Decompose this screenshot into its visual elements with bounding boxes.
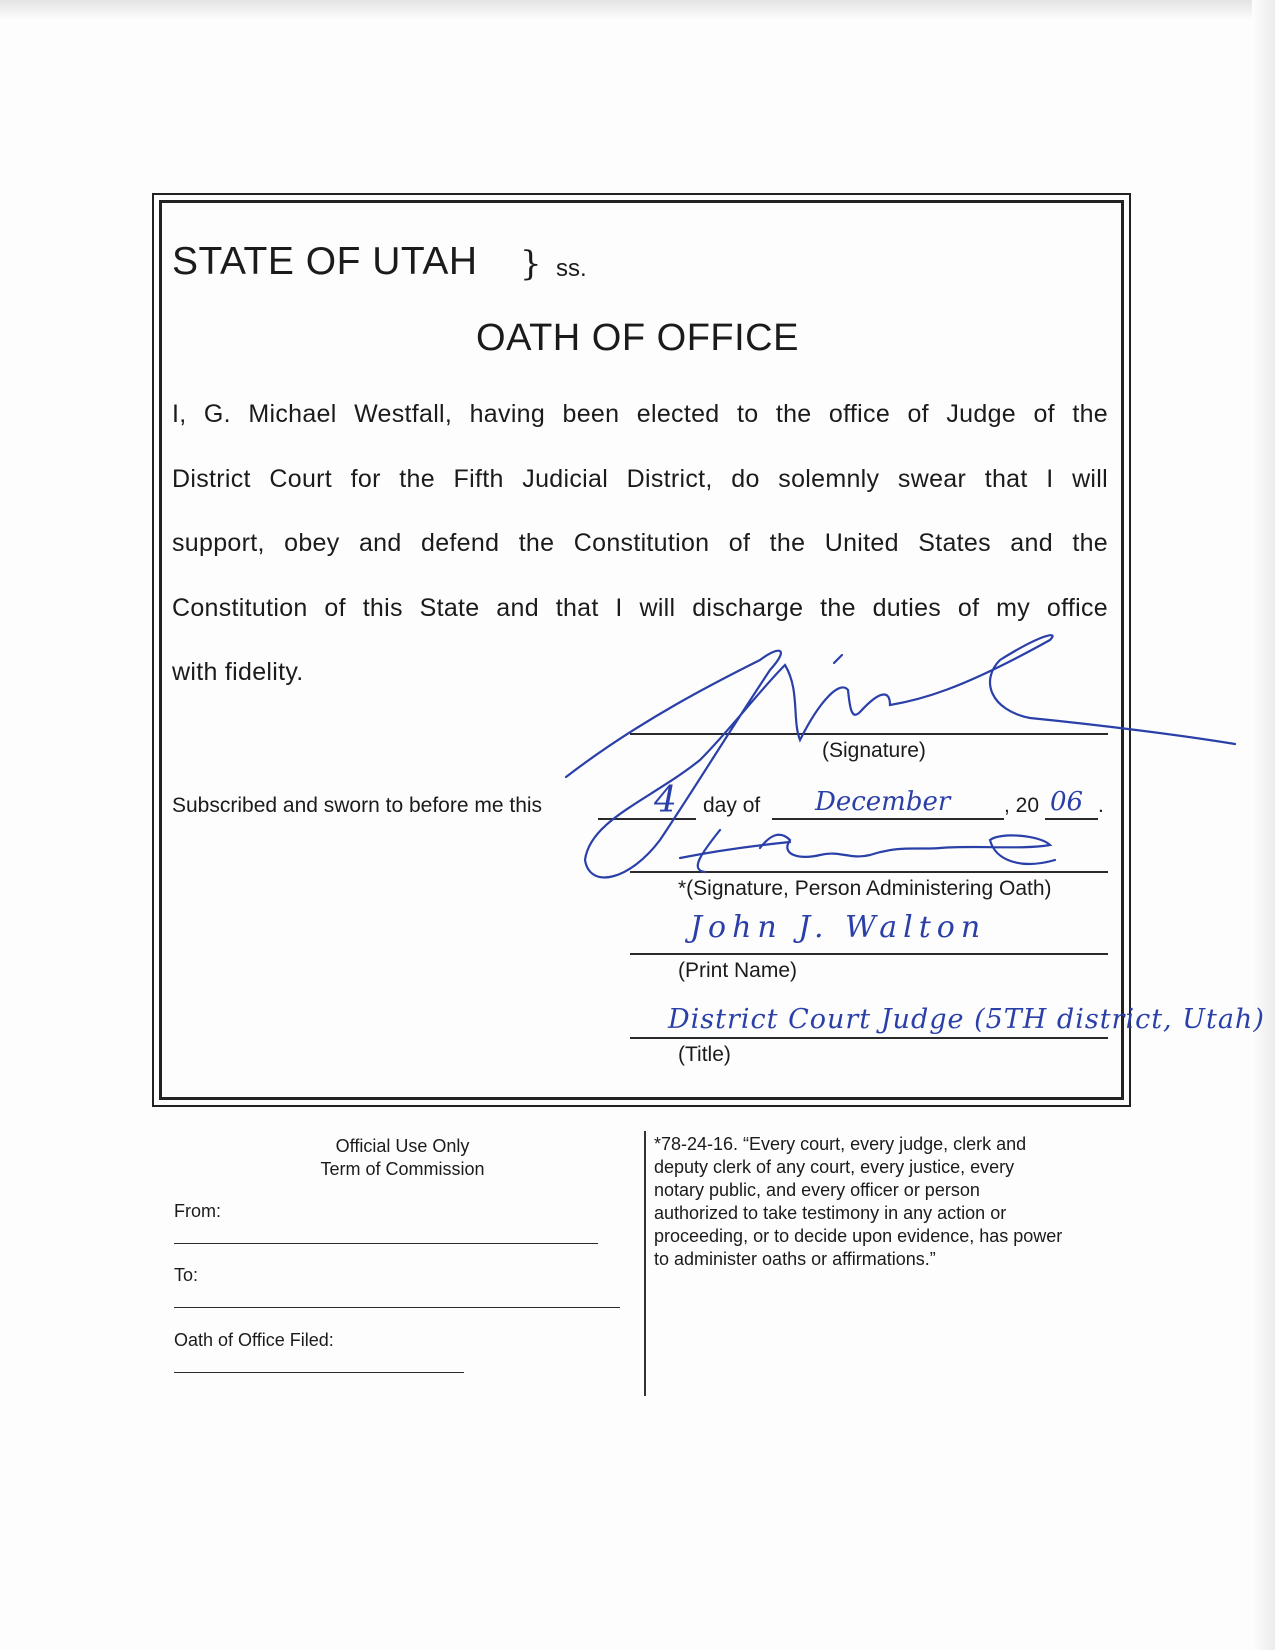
- administering-caption: *(Signature, Person Administering Oath): [678, 877, 1052, 900]
- year-value: 06: [1050, 787, 1084, 817]
- title-value: District Court Judge (5TH district, Utah): [668, 1004, 1265, 1035]
- from-label: From:: [174, 1201, 221, 1221]
- month-value: December: [815, 787, 951, 817]
- sworn-prefix: Subscribed and sworn to before me this: [172, 794, 543, 817]
- official-use-heading-1: Official Use Only: [335, 1136, 470, 1156]
- official-use-heading-2: Term of Commission: [320, 1159, 485, 1179]
- footnote-line-2: deputy clerk of any court, every justice, every: [654, 1157, 1015, 1177]
- oath-line-4: Constitution of this State and that I will discharge the duties of my office: [172, 593, 1108, 622]
- year-period: .: [1098, 794, 1104, 817]
- oath-line-3: support, obey and defend the Constitution of the United States and the: [172, 529, 1108, 558]
- brace-glyph: }: [520, 244, 542, 284]
- footnote-line-3: notary public, and every officer or person: [654, 1180, 980, 1200]
- day-of-label: day of: [703, 794, 761, 817]
- oath-line-5: with fidelity.: [172, 658, 304, 687]
- print-name-value: John J. Walton: [690, 910, 987, 945]
- to-line[interactable]: [174, 1307, 620, 1308]
- filed-label: Oath of Office Filed:: [174, 1330, 334, 1350]
- footnote-line-1: *78-24-16. “Every court, every judge, clerk and: [654, 1134, 1027, 1154]
- footnote: [654, 1133, 1062, 1271]
- to-label: To:: [174, 1265, 199, 1285]
- year-prefix: , 20: [1004, 794, 1040, 817]
- ss-label: ss.: [556, 255, 587, 282]
- signature-caption: (Signature): [822, 739, 926, 762]
- oath-line-2: District Court for the Fifth Judicial District, do solemnly swear that I will: [172, 464, 1108, 493]
- day-value: 4: [654, 780, 677, 821]
- print-name-caption: (Print Name): [678, 959, 798, 982]
- oath-title: OATH OF OFFICE: [476, 317, 799, 359]
- footnote-line-5: proceeding, or to decide upon evidence, has power: [654, 1226, 1063, 1246]
- filed-line[interactable]: [174, 1372, 464, 1373]
- footnote-line-6: to administer oaths or affirmations.”: [654, 1249, 936, 1269]
- state-heading: STATE OF UTAH: [172, 240, 478, 283]
- title-caption: (Title): [678, 1043, 731, 1066]
- footnote-line-4: authorized to take testimony in any action or: [654, 1203, 1007, 1223]
- section-divider: [644, 1131, 646, 1396]
- oath-line-1: I, G. Michael Westfall, having been elected to the office of Judge of the: [172, 400, 1108, 428]
- from-line[interactable]: [174, 1243, 598, 1244]
